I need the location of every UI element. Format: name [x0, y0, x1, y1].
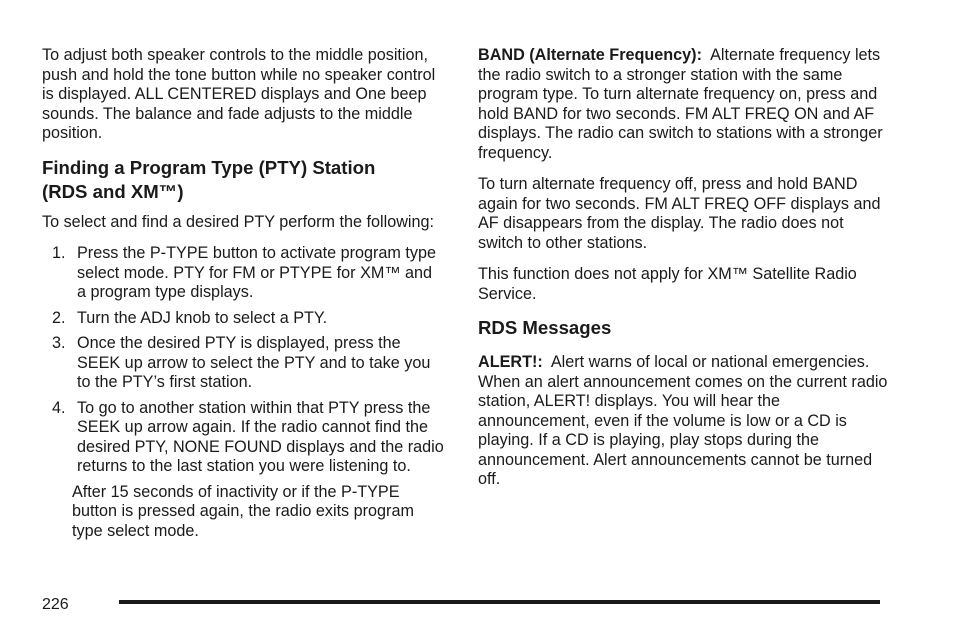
steps-list	[42, 244, 444, 477]
step-number: 3.	[52, 334, 66, 352]
xm-note-paragraph: This function does not apply for XM™ Satellite Radio Service.	[478, 265, 857, 303]
step-text: Turn the ADJ knob to select a PTY.	[77, 308, 328, 327]
footer-rule	[119, 600, 880, 604]
alert-text: Alert warns of local or national emergencies. When an alert announcement comes on the current radio station, ALERT! displays. You will hear the announcement, even if the volume is low or a CD is playing. If a CD is playing, play stops during the announcement. Alert announcements cannot be turned off.	[478, 353, 888, 488]
band-text: Alternate frequency lets the radio switch to a stronger station with the same program type. To turn alternate frequency on, press and hold BAND for two seconds. FM ALT FREQ ON and AF displays. The radio can switch to stations with a stronger frequency.	[478, 46, 883, 162]
alert-lead: ALERT!:	[478, 353, 543, 371]
step-text: Once the desired PTY is displayed, press the SEEK up arrow to select the PTY and to take you to the PTY’s first station.	[77, 334, 431, 391]
step-text: Press the P-TYPE button to activate program type select mode. PTY for FM or PTYPE for XM™ and a program type displays.	[77, 244, 436, 301]
section-heading-rds: RDS Messages	[478, 317, 612, 338]
after-note-paragraph: After 15 seconds of inactivity or if the P-TYPE button is pressed again, the radio exits program type select mode.	[72, 482, 414, 540]
alert-paragraph	[478, 353, 888, 490]
right-column	[478, 46, 888, 502]
intro-paragraph: To adjust both speaker controls to the middle position, push and hold the tone button while no speaker control is displayed. ALL CENTERED displays and One beep sounds. The balance and fade adjusts to the middle position.	[42, 46, 436, 142]
section-heading-pty	[42, 156, 444, 204]
heading-line-2: (RDS and XM™)	[42, 180, 184, 202]
step-number: 2.	[52, 308, 66, 327]
band-paragraph	[478, 46, 888, 163]
band-lead: BAND (Alternate Frequency):	[478, 46, 702, 64]
turn-off-paragraph: To turn alternate frequency off, press and hold BAND again for two seconds. FM ALT FREQ OFF displays and AF disappears from the display. The radio does not switch to other stations.	[478, 175, 881, 252]
left-column	[42, 46, 444, 541]
step-number: 4.	[52, 398, 66, 417]
step-number: 1.	[52, 244, 66, 262]
list-item	[42, 334, 444, 393]
list-item	[42, 399, 444, 477]
page-number: 226	[42, 596, 69, 613]
heading-line-1: Finding a Program Type (PTY) Station	[42, 156, 376, 178]
step-text: To go to another station within that PTY press the SEEK up arrow again. If the radio cannot find the desired PTY, NONE FOUND displays and the radio returns to the last station you were listening to.	[77, 398, 444, 475]
list-item	[42, 244, 444, 303]
select-intro-paragraph: To select and find a desired PTY perform the following:	[42, 212, 435, 231]
list-item	[42, 309, 444, 329]
